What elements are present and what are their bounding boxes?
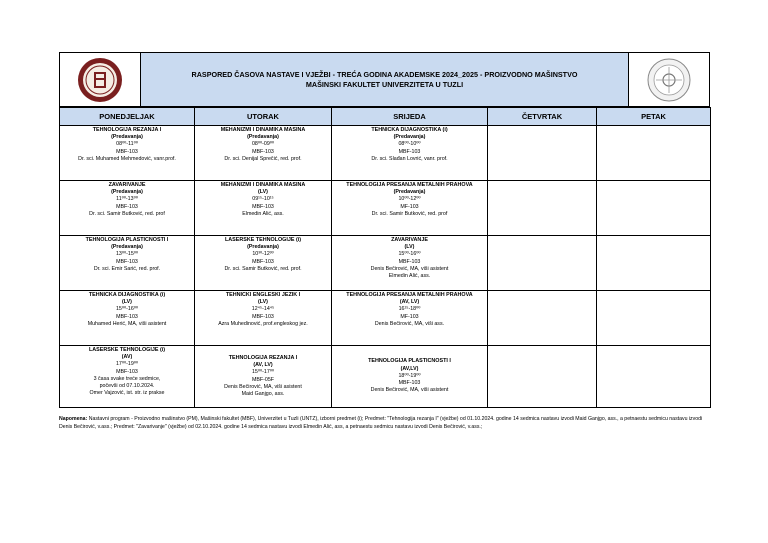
course-type: (LV)	[258, 299, 268, 306]
course-name: TEHNIČKA DIJAGNOSTIKA (i)	[371, 127, 448, 133]
course-type: (Predavanja)	[111, 134, 143, 141]
course-teacher: Dr. sci. Emir Šarić, red. prof.	[93, 265, 161, 272]
course-time: 08⁰⁰-10⁰⁰	[398, 141, 421, 148]
course-name: MEHANIZMI I DINAMIKA MAŠINA	[220, 182, 306, 188]
table-row	[60, 181, 711, 236]
empty-cell	[488, 346, 597, 408]
schedule-sheet	[59, 52, 710, 408]
empty-cell	[597, 181, 711, 236]
course-name: MEHANIZMI I DINAMIKA MAŠINA	[220, 127, 306, 133]
course-room: MBF-05F	[251, 376, 275, 383]
course-time: 12⁴⁵-14⁴⁵	[251, 306, 275, 313]
course-start-date: počevši od 07.10.2024.	[99, 383, 155, 390]
schedule-note	[59, 415, 710, 431]
course-name: TEHNOLOGIJA PLASTIČNOSTI I	[85, 237, 169, 243]
table-row	[60, 236, 711, 291]
course-name: TEHNOLOGIJA PRESANJA METALNIH PRAHOVA	[346, 292, 473, 298]
course-time: 15⁰⁰-16⁰⁰	[398, 251, 421, 258]
university-seal-logo	[60, 53, 140, 106]
course-teacher: Dr. sci. Slađan Lovrić, vanr. prof.	[371, 155, 448, 162]
course-room: MBF-103	[252, 258, 274, 265]
day-header-tuesday: UTORAK	[195, 108, 332, 126]
course-name: ZAVARIVANJE	[391, 237, 428, 243]
course-teacher: Denis Bečirović, MA, viši ass.	[374, 320, 445, 327]
course-teacher: Muhamed Herić, MA, viši asistent	[87, 320, 167, 327]
course-name: ZAVARIVANJE	[108, 182, 146, 188]
course-room: MF-103	[400, 203, 419, 210]
class-cell	[195, 291, 332, 346]
course-time: 08⁰⁰-11⁰⁰	[116, 141, 138, 148]
course-type: (Predavanja)	[247, 244, 279, 251]
table-row	[60, 291, 711, 346]
day-header-thursday: ČETVRTAK	[488, 108, 597, 126]
course-type: (LV)	[404, 244, 415, 251]
course-teacher: Elmedin Alić, ass.	[242, 210, 284, 217]
course-name: TEHNOLOGIJA REZANJA I	[92, 127, 162, 133]
course-type: (LV)	[122, 299, 132, 306]
course-type: (Predavanja)	[111, 189, 143, 196]
class-cell	[332, 236, 488, 291]
course-time: 10⁰⁰-12⁰⁰	[398, 196, 421, 203]
class-cell	[60, 181, 195, 236]
course-type: (AV,LV)	[400, 365, 419, 372]
course-type: (Predavanja)	[393, 189, 426, 196]
course-teacher-2: Maid Ganjgo, ass.	[241, 390, 285, 397]
course-time: 09¹⁵-10¹⁵	[252, 196, 274, 203]
class-cell	[195, 346, 332, 408]
schedule-title: RASPORED ČASOVA NASTAVE I VJEŽBI - TREĆA GODINA AKADEMSKE 2024_2025 - PROIZVODNO MAŠINSTVO	[191, 69, 578, 79]
course-name: TEHNIČKI ENGLESKI JEZIK I	[225, 292, 301, 298]
course-room: MBF-103	[398, 380, 421, 387]
course-teacher: Omer Vajzović, ist. str. iz prakse	[89, 390, 165, 397]
day-header-wednesday: SRIJEDA	[332, 108, 488, 126]
course-name: LASERSKE TEHNOLOGIJE (i)	[88, 347, 166, 353]
faculty-name: MAŠINSKI FAKULTET UNIVERZITETA U TUZLI	[305, 79, 464, 89]
empty-cell	[488, 126, 597, 181]
course-type: (LV)	[258, 189, 268, 196]
empty-cell	[488, 236, 597, 291]
course-type: (Predavanja)	[111, 244, 143, 251]
schedule-table	[59, 107, 711, 408]
empty-cell	[597, 236, 711, 291]
course-time: 17⁰⁰-19⁰⁰	[115, 361, 139, 368]
day-header-monday: PONEDJELJAK	[60, 108, 195, 126]
class-cell	[332, 181, 488, 236]
course-room: MBF-103	[398, 148, 421, 155]
empty-cell	[597, 126, 711, 181]
table-row	[60, 126, 711, 181]
class-cell	[195, 236, 332, 291]
course-name: TEHNIČKA DIJAGNOSTIKA (i)	[88, 292, 166, 298]
course-time: 10³⁰-12³⁰	[252, 251, 274, 258]
course-teacher: Dr. sci. Samir Butković, red. prof.	[224, 265, 302, 272]
course-room: MBF-103	[252, 203, 274, 210]
course-schedule-note: 3 časa svake treće sedmice,	[93, 375, 161, 382]
class-cell	[195, 126, 332, 181]
day-header-row	[60, 108, 711, 126]
course-room: MBF-103	[116, 203, 138, 210]
course-teacher: Dr. sci. Samir Butković, red. prof	[89, 210, 165, 217]
course-time: 16¹⁵-18⁰⁰	[398, 306, 421, 313]
course-teacher: Denis Bečirović, MA, viši asistent	[224, 383, 302, 390]
day-header-friday: PETAK	[597, 108, 711, 126]
course-room: MF-103	[400, 313, 419, 320]
class-cell	[60, 236, 195, 291]
class-cell	[332, 291, 488, 346]
course-name: TEHNOLOGIJA PRESANJA METALNIH PRAHOVA	[346, 182, 473, 188]
course-type: (Predavanja)	[393, 134, 426, 141]
course-time: 15⁰⁰-16⁰⁰	[115, 306, 139, 313]
course-room: MBF-103	[116, 313, 138, 320]
course-time: 18⁰⁰-19⁰⁰	[398, 372, 421, 379]
schedule-header	[59, 52, 710, 107]
course-room: MBF-103	[398, 258, 421, 265]
course-time: 08⁰⁰-09⁰⁰	[251, 141, 275, 148]
course-teacher: Denis Bečirović, MA, viši asistent	[370, 387, 449, 394]
course-room: MBF-103	[116, 148, 138, 155]
course-type: (AV, LV)	[399, 299, 420, 306]
course-teacher: Denis Bečirović, MA, viši asistent	[370, 265, 449, 272]
course-type: (AV)	[121, 354, 133, 361]
course-name: TEHNOLOGIJA REZANJA I	[228, 354, 298, 361]
class-cell	[60, 291, 195, 346]
class-cell	[60, 126, 195, 181]
empty-cell	[488, 181, 597, 236]
course-time: 15⁰⁰-17⁰⁰	[251, 369, 275, 376]
course-teacher: Dr. sci. Samir Butković, red. prof	[371, 210, 448, 217]
course-name: LASERSKE TEHNOLOGIJE (i)	[224, 237, 302, 243]
class-cell	[195, 181, 332, 236]
course-teacher: Dr. sci. Denijal Sprečić, red. prof.	[224, 155, 302, 162]
schedule-title-block	[140, 53, 629, 106]
course-type: (Predavanja)	[247, 134, 279, 141]
course-teacher: Azra Muhedinović, prof.engleskog jez.	[218, 320, 308, 327]
note-text: Nastavni program - Proizvodno mašinstvo (PM), Mašinski fakultet (MBF), Univerzitet u Tuzli (UNTZ), izborni predmet (i); Predmet: "Tehnologija rezanja I" (vježbe) od 01.10.2024. godine 14 sedmica nastavu izvodi Maid Ganjgo, ass., a petnaestu sedmicu nastavu izvodi Denis Bečirović, v.ass.; Predmet: "Zavarivanje" (vježbe) od 02.10.2024. godine 14 sedmica nastavu izvodi Elmedin Alić, ass, a petnaestu sedmicu nastavu izvodi Denis Bečirović, v.ass.;	[59, 416, 703, 430]
course-time: 13⁰⁰-15⁰⁰	[115, 251, 139, 258]
empty-cell	[597, 346, 711, 408]
class-cell	[332, 126, 488, 181]
faculty-seal-logo	[629, 53, 709, 106]
table-row	[60, 346, 711, 408]
course-room: MBF-103	[252, 148, 274, 155]
course-name: TEHNOLOGIJA PLASTIČNOSTI I	[368, 358, 451, 365]
course-teacher-2: Elmedin Alić, ass.	[388, 273, 431, 280]
class-cell	[332, 346, 488, 408]
empty-cell	[597, 291, 711, 346]
empty-cell	[488, 291, 597, 346]
course-room: MBF-103	[252, 313, 274, 320]
course-type: (AV, LV)	[253, 362, 273, 369]
course-teacher: Dr. sci. Muhamed Mehmedović, vanr.prof.	[78, 155, 176, 162]
class-cell	[60, 346, 195, 408]
course-room: MBF-103	[116, 258, 138, 265]
course-time: 11⁰⁰-13⁰⁰	[116, 196, 138, 203]
course-room: MBF-103	[116, 368, 138, 375]
note-label: Napomena:	[59, 416, 88, 422]
